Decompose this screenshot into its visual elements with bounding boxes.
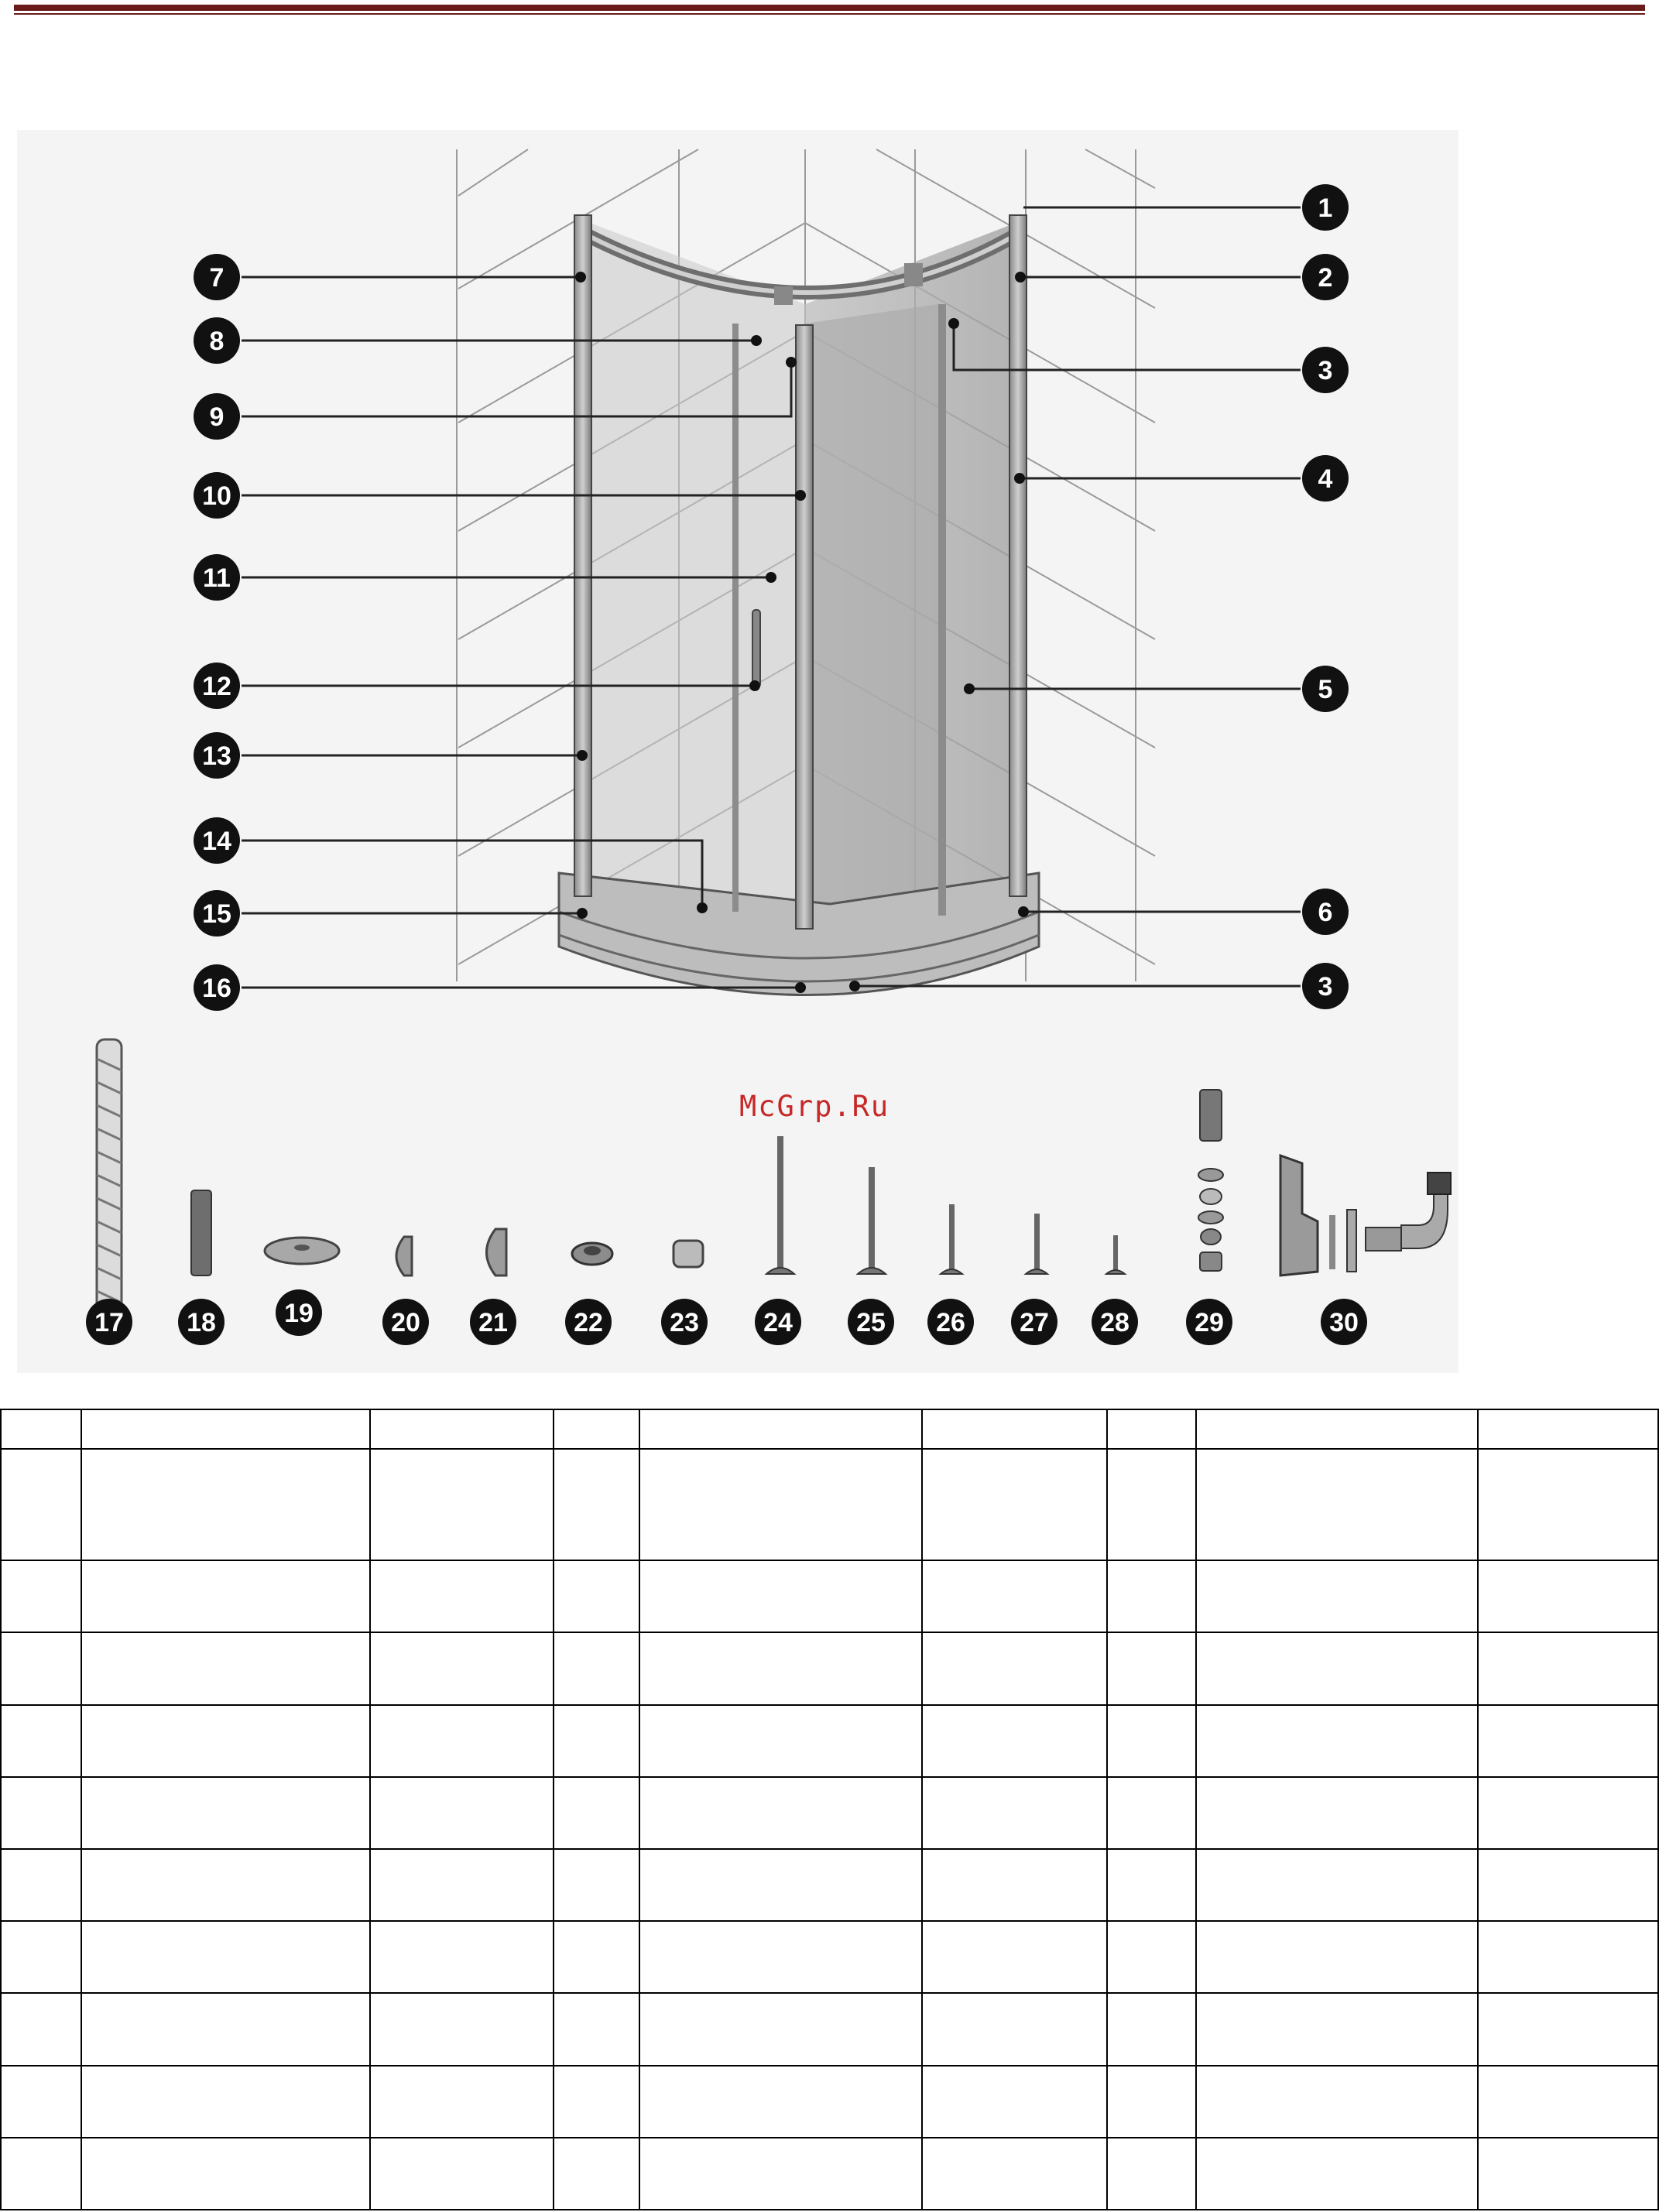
table-cell	[639, 1409, 922, 1449]
table-cell	[370, 1849, 554, 1921]
svg-text:12: 12	[202, 672, 231, 701]
table-cell	[1196, 1449, 1478, 1560]
part-label-23	[661, 1299, 708, 1345]
left-post	[574, 215, 591, 896]
table-cell	[1478, 1409, 1658, 1449]
table-cell	[1196, 1921, 1478, 1993]
svg-text:5: 5	[1318, 675, 1333, 704]
table-cell	[370, 2138, 554, 2210]
callout-16	[194, 964, 240, 1011]
header-rule-thin	[14, 13, 1645, 15]
part-18-rod-icon	[191, 1190, 211, 1275]
table-cell	[1478, 1560, 1658, 1632]
table-cell	[81, 2066, 370, 2138]
table-cell	[1196, 1409, 1478, 1449]
table-row	[1, 1632, 1658, 1704]
table-cell	[1107, 1632, 1196, 1704]
table-cell	[922, 1632, 1107, 1704]
table-cell	[554, 2066, 639, 2138]
table-cell	[1, 1993, 81, 2065]
table-cell	[554, 1449, 639, 1560]
table-cell	[639, 1777, 922, 1849]
table-cell	[554, 1921, 639, 1993]
callout-12	[194, 663, 240, 709]
callout-15	[194, 890, 240, 937]
table-cell	[370, 1449, 554, 1560]
table-cell	[1196, 1993, 1478, 2065]
table-cell	[370, 1777, 554, 1849]
table-cell	[81, 1560, 370, 1632]
table-cell	[639, 1632, 922, 1704]
svg-text:13: 13	[202, 741, 231, 771]
table-cell	[370, 1409, 554, 1449]
table-cell	[554, 1409, 639, 1449]
table-cell	[81, 2138, 370, 2210]
svg-text:8: 8	[209, 327, 225, 356]
table-cell	[1196, 2066, 1478, 2138]
part-22-bushing-icon	[572, 1243, 612, 1265]
table-cell	[81, 1632, 370, 1704]
table-cell	[1478, 1921, 1658, 1993]
svg-text:23: 23	[670, 1308, 699, 1337]
callout-3-bottom	[1302, 963, 1349, 1009]
svg-text:17: 17	[94, 1308, 124, 1337]
table-cell	[1107, 1409, 1196, 1449]
part-17-hose-icon	[97, 1039, 122, 1310]
svg-text:28: 28	[1100, 1308, 1129, 1337]
part-24-screw-icon	[766, 1136, 794, 1274]
part-26-screw-icon	[941, 1204, 962, 1274]
table-cell	[1478, 1993, 1658, 2065]
table-cell	[639, 1921, 922, 1993]
table-cell	[554, 1632, 639, 1704]
table-cell	[1107, 1993, 1196, 2065]
right-post	[1009, 215, 1027, 896]
callout-7	[194, 254, 240, 300]
svg-text:21: 21	[478, 1308, 508, 1337]
table-cell	[554, 1993, 639, 2065]
svg-text:6: 6	[1318, 898, 1333, 927]
callout-13	[194, 732, 240, 779]
svg-text:9: 9	[209, 402, 225, 432]
diagram-svg	[17, 130, 1458, 1373]
callout-1	[1302, 184, 1349, 231]
svg-text:24: 24	[763, 1308, 793, 1337]
table-cell	[81, 1993, 370, 2065]
part-20-cap-icon	[396, 1237, 412, 1275]
table-cell	[1478, 1849, 1658, 1921]
table-cell	[554, 1560, 639, 1632]
roller-top	[774, 286, 793, 305]
table-cell	[1478, 1705, 1658, 1777]
svg-text:10: 10	[202, 481, 231, 511]
watermark: McGrp.Ru	[739, 1090, 890, 1123]
callout-10	[194, 472, 240, 519]
svg-text:26: 26	[936, 1308, 965, 1337]
callout-5	[1302, 666, 1349, 712]
table-cell	[922, 1849, 1107, 1921]
table-cell	[1, 1921, 81, 1993]
part-label-18	[178, 1299, 225, 1345]
part-25-screw-icon	[858, 1167, 886, 1274]
part-label-24	[755, 1299, 801, 1345]
table-cell	[922, 1560, 1107, 1632]
door-handle	[752, 610, 760, 687]
svg-text:18: 18	[187, 1308, 216, 1337]
callout-3	[1302, 347, 1349, 393]
table-row	[1, 1409, 1658, 1449]
part-label-28	[1092, 1299, 1138, 1345]
table-cell	[639, 2066, 922, 2138]
table-cell	[1478, 1449, 1658, 1560]
part-label-25	[848, 1299, 894, 1345]
table-cell	[922, 2138, 1107, 2210]
table-cell	[370, 1632, 554, 1704]
part-19-washer-icon	[265, 1238, 339, 1264]
table-row	[1, 2138, 1658, 2210]
table-cell	[370, 1705, 554, 1777]
callout-8	[194, 317, 240, 364]
table-cell	[370, 1560, 554, 1632]
svg-text:27: 27	[1020, 1308, 1049, 1337]
table-cell	[639, 1449, 922, 1560]
table-cell	[922, 1921, 1107, 1993]
table-cell	[1, 1849, 81, 1921]
table-cell	[1, 2138, 81, 2210]
table-cell	[554, 1705, 639, 1777]
table-cell	[81, 1705, 370, 1777]
header-rule-thick	[14, 5, 1645, 11]
table-cell	[1478, 2066, 1658, 2138]
table-row	[1, 1705, 1658, 1777]
part-30-hinge-icon	[1280, 1156, 1451, 1275]
table-row	[1, 1560, 1658, 1632]
table-cell	[922, 2066, 1107, 2138]
table-row	[1, 1921, 1658, 1993]
table-cell	[1107, 1849, 1196, 1921]
table-cell	[1478, 1777, 1658, 1849]
table-cell	[922, 1993, 1107, 2065]
table-cell	[1196, 1777, 1478, 1849]
part-label-29	[1186, 1299, 1232, 1345]
table-cell	[639, 1993, 922, 2065]
table-cell	[81, 1449, 370, 1560]
table-cell	[1196, 1560, 1478, 1632]
svg-text:7: 7	[209, 263, 225, 293]
table-cell	[1, 1777, 81, 1849]
shower-exploded-diagram	[17, 130, 1458, 1373]
part-label-26	[927, 1299, 974, 1345]
table-cell	[1, 2066, 81, 2138]
part-23-plug-icon	[674, 1241, 703, 1267]
svg-text:2: 2	[1318, 263, 1333, 293]
table-cell	[1, 1705, 81, 1777]
svg-text:14: 14	[202, 827, 231, 856]
table-row	[1, 1849, 1658, 1921]
table-cell	[1, 1449, 81, 1560]
table-cell	[1196, 2138, 1478, 2210]
table-row	[1, 1449, 1658, 1560]
table-cell	[1196, 1849, 1478, 1921]
part-29-bolt-set-icon	[1198, 1090, 1223, 1271]
part-label-20	[382, 1299, 429, 1345]
table-cell	[554, 2138, 639, 2210]
table-cell	[554, 1849, 639, 1921]
part-label-19	[276, 1289, 322, 1336]
part-label-21	[470, 1299, 516, 1345]
callout-11	[194, 554, 240, 601]
table-cell	[81, 1409, 370, 1449]
table-cell	[1, 1560, 81, 1632]
svg-text:15: 15	[202, 899, 231, 929]
part-label-17	[86, 1299, 132, 1345]
table-cell	[922, 1409, 1107, 1449]
table-cell	[1107, 2138, 1196, 2210]
callout-9	[194, 393, 240, 440]
table-row	[1, 2066, 1658, 2138]
table-cell	[1107, 1777, 1196, 1849]
table-cell	[1107, 1705, 1196, 1777]
table-cell	[370, 1993, 554, 2065]
part-label-30	[1321, 1299, 1367, 1345]
svg-text:4: 4	[1318, 464, 1333, 494]
table-cell	[370, 2066, 554, 2138]
svg-text:22: 22	[574, 1308, 603, 1337]
table-cell	[1107, 1560, 1196, 1632]
table-cell	[370, 1921, 554, 1993]
table-cell	[554, 1777, 639, 1849]
svg-text:29: 29	[1195, 1308, 1224, 1337]
door-frame-right	[938, 304, 946, 916]
table-cell	[639, 2138, 922, 2210]
svg-text:16: 16	[202, 974, 231, 1003]
table-cell	[922, 1777, 1107, 1849]
table-cell	[81, 1921, 370, 1993]
svg-text:20: 20	[391, 1308, 420, 1337]
table-cell	[1196, 1632, 1478, 1704]
part-21-cap-icon	[487, 1229, 507, 1275]
part-label-27	[1011, 1299, 1057, 1345]
part-28-screw-icon	[1106, 1235, 1125, 1274]
svg-text:30: 30	[1329, 1308, 1359, 1337]
table-row	[1, 1993, 1658, 2065]
svg-text:3: 3	[1318, 972, 1333, 1002]
table-cell	[1107, 1921, 1196, 1993]
table-cell	[1107, 2066, 1196, 2138]
center-post	[796, 325, 813, 929]
table-cell	[1, 1632, 81, 1704]
table-cell	[81, 1849, 370, 1921]
table-cell	[1478, 1632, 1658, 1704]
callout-2	[1302, 254, 1349, 300]
table-cell	[922, 1705, 1107, 1777]
table-cell	[1478, 2138, 1658, 2210]
table-cell	[639, 1560, 922, 1632]
table-cell	[1, 1409, 81, 1449]
table-cell	[639, 1849, 922, 1921]
svg-text:1: 1	[1318, 193, 1333, 223]
parts-table	[0, 1409, 1659, 2210]
callout-4	[1302, 455, 1349, 502]
part-label-22	[565, 1299, 612, 1345]
table-cell	[1196, 1705, 1478, 1777]
table-cell	[922, 1449, 1107, 1560]
parts-table-body	[1, 1409, 1658, 2210]
table-row	[1, 1777, 1658, 1849]
table-cell	[639, 1705, 922, 1777]
callout-6	[1302, 889, 1349, 935]
callout-14	[194, 817, 240, 864]
part-27-screw-icon	[1026, 1214, 1047, 1274]
svg-text:19: 19	[284, 1299, 314, 1328]
roller-top-right	[904, 263, 923, 286]
door-frame-left	[732, 324, 739, 912]
svg-text:11: 11	[203, 563, 231, 593]
svg-text:25: 25	[856, 1308, 886, 1337]
table-cell	[81, 1777, 370, 1849]
table-cell	[1107, 1449, 1196, 1560]
svg-text:3: 3	[1318, 356, 1333, 385]
